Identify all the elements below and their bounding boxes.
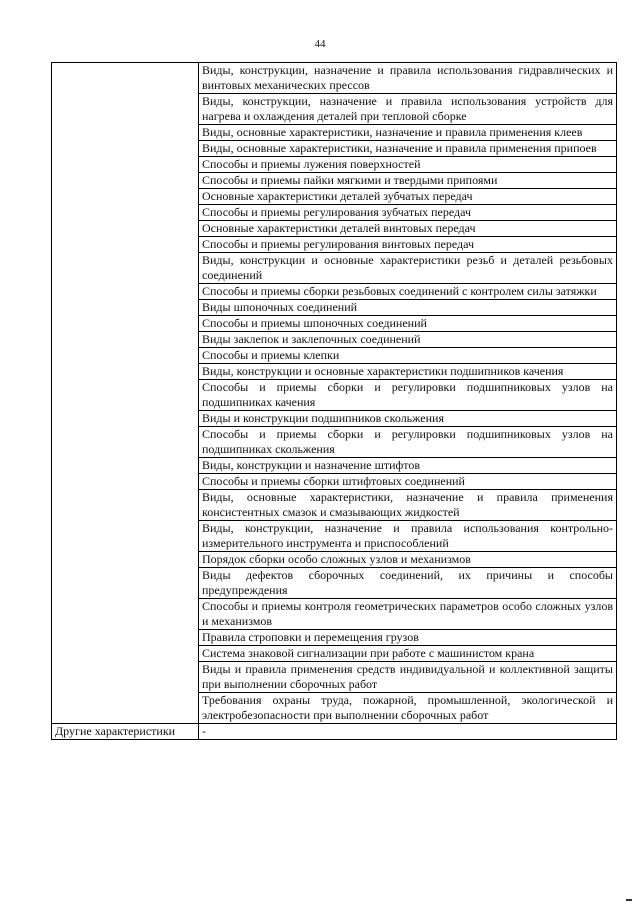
- other-label-cell: Другие характеристики: [52, 724, 199, 740]
- knowledge-item-cell: Порядок сборки особо сложных узлов и механизмов: [199, 552, 617, 568]
- knowledge-item-cell: Способы и приемы сборки резьбовых соединений с контролем силы затяжки: [199, 284, 617, 300]
- corner-mark: [626, 899, 632, 901]
- knowledge-item-cell: Система знаковой сигнализации при работе с машинистом крана: [199, 646, 617, 662]
- knowledge-item-cell: Требования охраны труда, пожарной, промышленной, экологической и электробезопасности при выполнении сборочных работ: [199, 693, 617, 724]
- knowledge-table: [51, 62, 617, 740]
- knowledge-item-cell: Виды, основные характеристики, назначение и правила применения клеев: [199, 125, 617, 141]
- knowledge-item-cell: Способы и приемы клепки: [199, 348, 617, 364]
- knowledge-item-cell: Виды, конструкции и назначение штифтов: [199, 458, 617, 474]
- knowledge-item-cell: Виды дефектов сборочных соединений, их причины и способы предупреждения: [199, 568, 617, 599]
- knowledge-item-cell: Виды шпоночных соединений: [199, 300, 617, 316]
- table-row-other: [52, 724, 617, 740]
- knowledge-item-cell: Виды, конструкции и основные характеристики подшипников качения: [199, 364, 617, 380]
- knowledge-item-cell: Способы и приемы сборки штифтовых соединений: [199, 474, 617, 490]
- knowledge-item-cell: Виды, конструкции, назначение и правила использования гидравлических и винтовых механических прессов: [199, 63, 617, 94]
- knowledge-item-cell: Способы и приемы пайки мягкими и твердыми припоями: [199, 173, 617, 189]
- knowledge-item-cell: Основные характеристики деталей винтовых передач: [199, 221, 617, 237]
- table-row: [52, 63, 617, 94]
- knowledge-item-cell: Способы и приемы контроля геометрических параметров особо сложных узлов и механизмов: [199, 599, 617, 630]
- knowledge-item-cell: Виды, конструкции, назначение и правила использования устройств для нагрева и охлаждения деталей при тепловой сборке: [199, 94, 617, 125]
- knowledge-item-cell: Основные характеристики деталей зубчатых передач: [199, 189, 617, 205]
- knowledge-item-cell: Способы и приемы регулирования винтовых передач: [199, 237, 617, 253]
- knowledge-item-cell: Способы и приемы лужения поверхностей: [199, 157, 617, 173]
- table-body: [52, 63, 617, 740]
- knowledge-item-cell: Виды, основные характеристики, назначение и правила применения припоев: [199, 141, 617, 157]
- knowledge-item-cell: Способы и приемы сборки и регулировки подшипниковых узлов на подшипниках скольжения: [199, 427, 617, 458]
- page-number: 44: [314, 38, 326, 50]
- knowledge-item-cell: Виды и правила применения средств индивидуальной и коллективной защиты при выполнении сборочных работ: [199, 662, 617, 693]
- knowledge-item-cell: Виды, конструкции и основные характеристики резьб и деталей резьбовых соединений: [199, 253, 617, 284]
- knowledge-item-cell: Способы и приемы шпоночных соединений: [199, 316, 617, 332]
- other-value-cell: -: [199, 724, 617, 740]
- section-label-cell: [52, 63, 199, 724]
- knowledge-item-cell: Виды заклепок и заклепочных соединений: [199, 332, 617, 348]
- knowledge-item-cell: Виды и конструкции подшипников скольжения: [199, 411, 617, 427]
- knowledge-item-cell: Правила строповки и перемещения грузов: [199, 630, 617, 646]
- knowledge-item-cell: Способы и приемы сборки и регулировки подшипниковых узлов на подшипниках качения: [199, 380, 617, 411]
- knowledge-item-cell: Виды, конструкции, назначение и правила использования контрольно-измерительного инструмента и приспособлений: [199, 521, 617, 552]
- knowledge-item-cell: Способы и приемы регулирования зубчатых передач: [199, 205, 617, 221]
- knowledge-item-cell: Виды, основные характеристики, назначение и правила применения консистентных смазок и смазывающих жидкостей: [199, 490, 617, 521]
